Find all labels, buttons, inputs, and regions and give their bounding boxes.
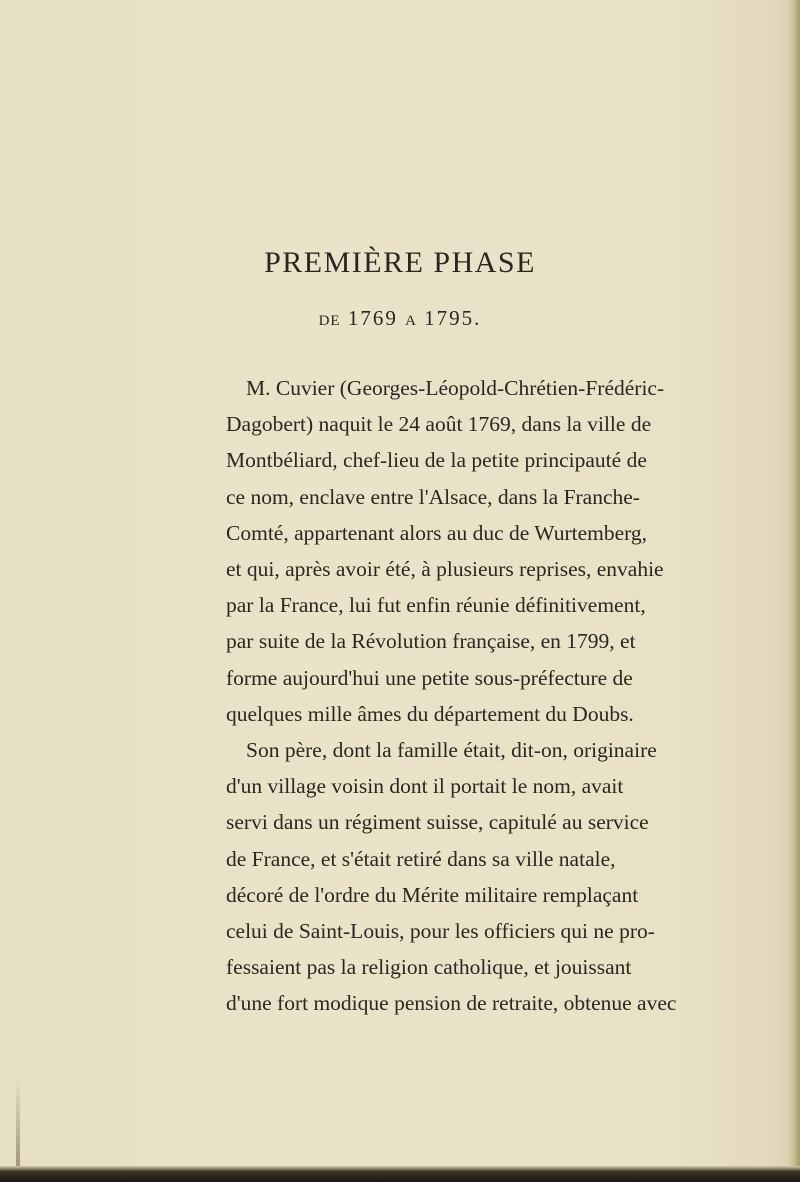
text-line: et qui, après avoir été, à plusieurs reprises, envahie [226, 557, 664, 582]
text-line: servi dans un régiment suisse, capitulé au service [226, 810, 649, 835]
text-line: M. Cuvier (Georges-Léopold-Chrétien-Frédéric- [246, 376, 665, 400]
page-bottom-edge [0, 1166, 800, 1182]
text-line: Son père, dont la famille était, dit-on, originaire [246, 738, 657, 763]
text-line: d'un village voisin dont il portait le nom, avait [226, 774, 624, 799]
subtitle-de: DE [318, 313, 341, 329]
text-line: celui de Saint-Louis, pour les officiers qui ne pro- [226, 919, 655, 944]
chapter-subtitle [0, 306, 800, 331]
text-line: ce nom, enclave entre l'Alsace, dans la Franche- [226, 484, 640, 509]
text-line: fessaient pas la religion catholique, et jouissant [226, 955, 632, 980]
page-margin-mark [16, 1080, 20, 1170]
text-line: forme aujourd'hui une petite sous-préfecture de [226, 665, 633, 690]
body-text [226, 370, 677, 1022]
text-line: décoré de l'ordre du Mérite militaire remplaçant [226, 882, 639, 907]
text-line: Montbéliard, chef-lieu de la petite principauté de [226, 448, 647, 473]
text-line: d'une fort modique pension de retraite, obtenue avec [226, 991, 677, 1016]
subtitle-year-start: 1769 [347, 306, 398, 330]
chapter-title: PREMIÈRE PHASE [264, 246, 536, 279]
text-line: Comté, appartenant alors au duc de Wurtemberg, [226, 520, 648, 545]
text-line: quelques mille âmes du département du Doubs. [226, 701, 634, 726]
text-line: par suite de la Révolution française, en 1799, et [226, 629, 636, 654]
page-edge-shadow [788, 0, 800, 1182]
text-line: par la France, lui fut enfin réunie définitivement, [226, 593, 646, 618]
text-line: de France, et s'était retiré dans sa ville natale, [226, 846, 616, 871]
subtitle-a: A [405, 313, 417, 329]
subtitle-year-end: 1795. [424, 306, 482, 330]
text-line: Dagobert) naquit le 24 août 1769, dans la ville de [226, 412, 652, 437]
